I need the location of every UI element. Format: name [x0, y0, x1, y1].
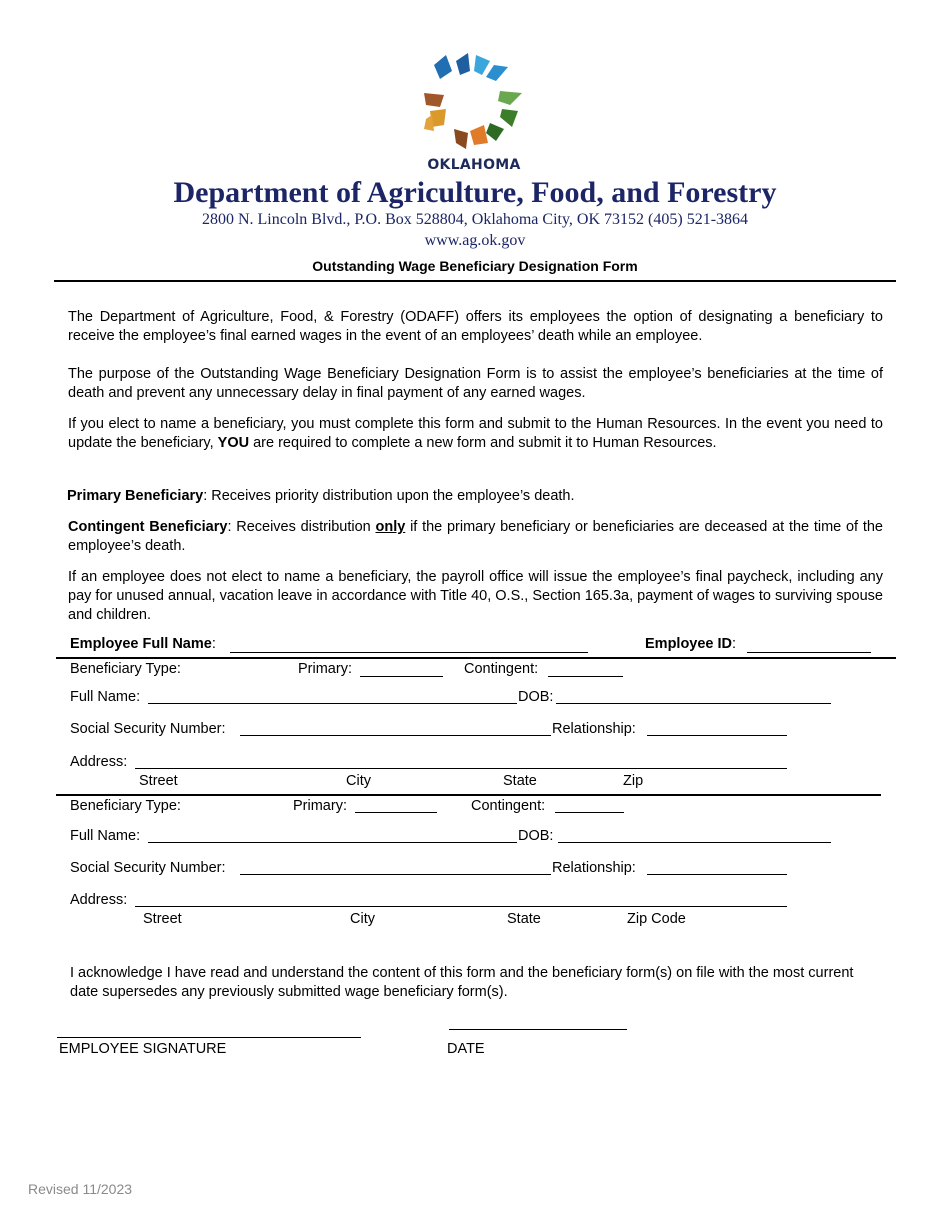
full-name-field[interactable]: [148, 703, 517, 704]
primary-label: Primary:: [298, 661, 352, 677]
relationship-label: Relationship:: [552, 721, 636, 737]
contingent-label: Contingent:: [464, 661, 539, 677]
street-caption: Street: [143, 911, 182, 927]
purpose-paragraph: The purpose of the Outstanding Wage Beneficiary Designation Form is to assist the employee’s beneficiaries at the time of death and prevent any unnecessary delay in final payment of any earned wages.: [68, 366, 883, 401]
primary-field[interactable]: [360, 676, 443, 677]
default-payment-paragraph: If an employee does not elect to name a beneficiary, the payroll office will issue the employee’s final paycheck, including any pay for unused annual, vacation leave in accordance with Title 40, O.S., Section 165.3a, payment of wages to surviving spouse and children.: [68, 569, 883, 623]
dob-field[interactable]: [558, 842, 831, 843]
state-caption: State: [503, 773, 537, 789]
contingent-field[interactable]: [548, 676, 623, 677]
employee-divider: [56, 657, 896, 659]
revision-note: Revised 11/2023: [28, 1181, 133, 1197]
city-caption: City: [350, 911, 375, 927]
full-name-label: Full Name:: [70, 828, 141, 844]
full-name-label: Full Name:: [70, 689, 141, 705]
ssn-label: Social Security Number:: [70, 721, 226, 737]
employee-signature-field[interactable]: [57, 1037, 361, 1038]
oklahoma-star-logo: [418, 53, 530, 179]
full-name-field[interactable]: [148, 842, 517, 843]
beneficiary-type-label: Beneficiary Type:: [70, 661, 181, 677]
primary-label: Primary:: [293, 798, 347, 814]
star-emblem-icon: [418, 53, 530, 157]
department-address: 2800 N. Lincoln Blvd., P.O. Box 528804, Oklahoma City, OK 73152 (405) 521-3864: [201, 211, 749, 228]
employee-id-label: Employee ID:: [645, 636, 737, 652]
department-title: Department of Agriculture, Food, and Forestry: [173, 176, 777, 209]
beneficiary-type-label: Beneficiary Type:: [70, 798, 181, 814]
zip-code-caption: Zip Code: [627, 911, 686, 927]
contingent-label: Contingent:: [471, 798, 546, 814]
relationship-label: Relationship:: [552, 860, 636, 876]
employee-name-field[interactable]: [230, 652, 588, 653]
employee-name-label: Employee Full Name:: [70, 636, 216, 652]
ssn-label: Social Security Number:: [70, 860, 226, 876]
form-title: Outstanding Wage Beneficiary Designation Form: [312, 258, 638, 274]
logo-wordmark: OKLAHOMA: [427, 157, 521, 173]
address-label: Address:: [70, 754, 128, 770]
address-label: Address:: [70, 892, 128, 908]
contingent-field[interactable]: [555, 812, 624, 813]
employee-id-field[interactable]: [747, 652, 871, 653]
acknowledgement-text: I acknowledge I have read and understand the content of this form and the beneficiary form(s) on file with the most current date supersedes any previously submitted wage beneficiary form(s).: [70, 965, 854, 1000]
intro-paragraph: The Department of Agriculture, Food, & Forestry (ODAFF) offers its employees the option of designating a beneficiary to receive the employee’s final earned wages in the event of an employees’ death while an employee.: [68, 309, 883, 344]
contingent-definition: Contingent Beneficiary: Receives distribution only if the primary beneficiary or beneficiaries are deceased at the time of the employee’s death.: [68, 519, 883, 554]
address-field[interactable]: [135, 768, 787, 769]
dob-label: DOB:: [518, 828, 554, 844]
beneficiary-divider: [56, 794, 881, 796]
date-field[interactable]: [449, 1029, 627, 1030]
employee-signature-label: EMPLOYEE SIGNATURE: [59, 1041, 227, 1057]
relationship-field[interactable]: [647, 874, 787, 875]
header-divider: [54, 280, 896, 282]
street-caption: Street: [139, 773, 178, 789]
ssn-field[interactable]: [240, 874, 551, 875]
state-caption: State: [507, 911, 541, 927]
primary-field[interactable]: [355, 812, 437, 813]
dob-field[interactable]: [556, 703, 831, 704]
date-label: DATE: [447, 1041, 485, 1057]
primary-definition: Primary Beneficiary: Receives priority distribution upon the employee’s death.: [67, 488, 575, 504]
zip-caption: Zip: [623, 773, 644, 789]
ssn-field[interactable]: [240, 735, 551, 736]
city-caption: City: [346, 773, 371, 789]
department-website: www.ag.ok.gov: [424, 232, 526, 249]
instructions-paragraph: If you elect to name a beneficiary, you must complete this form and submit to the Human Resources. In the event you need to update the beneficiary, YOU are required to complete a new form and submit it to Human Resources.: [68, 416, 883, 451]
dob-label: DOB:: [518, 689, 554, 705]
relationship-field[interactable]: [647, 735, 787, 736]
address-field[interactable]: [135, 906, 787, 907]
